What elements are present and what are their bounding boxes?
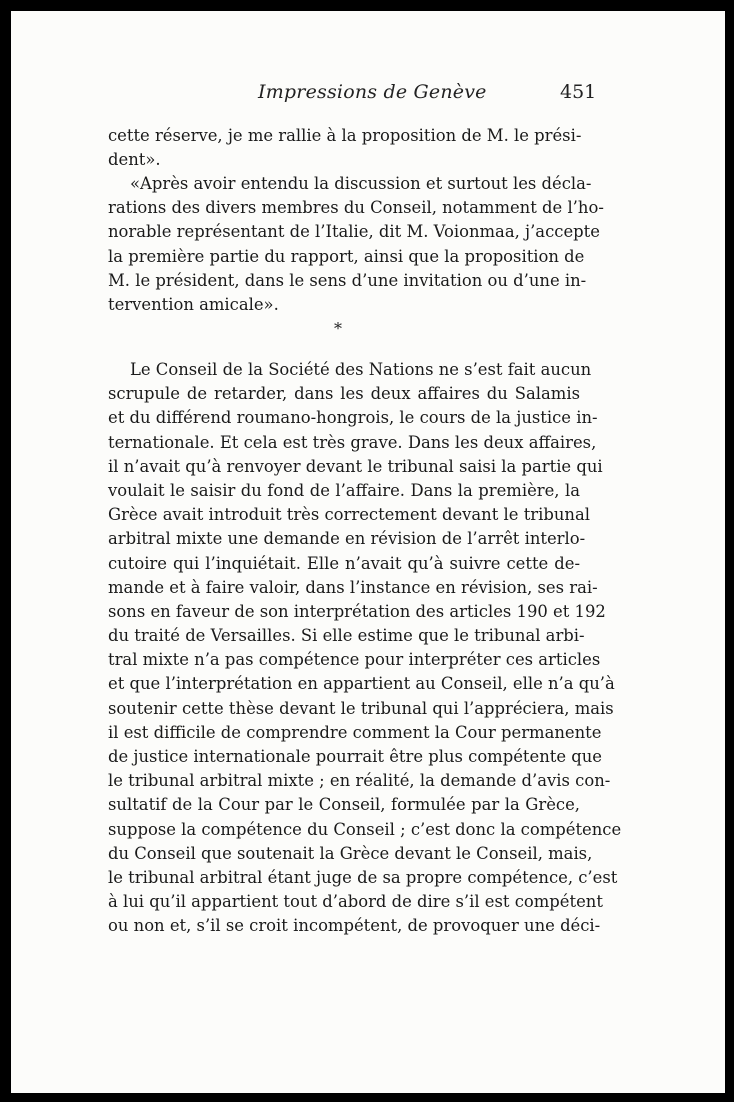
text-line: norable représentant de l’Italie, dit M. Voionmaa, j’accepte — [108, 222, 600, 242]
text-line: voulait le saisir du fond de l’affaire. Dans la première, la — [108, 480, 580, 500]
text-line: de justice internationale pourrait être plus compétente que — [108, 747, 603, 766]
text-line: tervention amicale». — [108, 294, 279, 314]
text-line: du traité de Versailles. Si elle estime que le tribunal arbi- — [108, 626, 585, 646]
text-line: rations des divers membres du Conseil, notamment de l’ho- — [108, 198, 604, 218]
section-separator: * — [334, 319, 342, 338]
book-page — [11, 11, 725, 1093]
text-line: Le Conseil de la Société des Nations ne s’est fait aucun — [130, 360, 592, 379]
text-line: sons en faveur de son interprétation des articles 190 et 192 — [108, 601, 606, 621]
running-header — [11, 81, 725, 109]
text-line: ou non et, s’il se croit incompétent, de provoquer une déci- — [108, 916, 601, 936]
paragraph-main — [108, 358, 622, 939]
running-title: Impressions de Genève — [258, 81, 487, 103]
text-line: le tribunal arbitral mixte ; en réalité, la demande d’avis con- — [108, 771, 611, 791]
text-line: cette réserve, je me rallie à la proposition de M. le prési- — [108, 126, 582, 145]
text-line: ternationale. Et cela est très grave. Dans les deux affaires, — [108, 432, 597, 452]
text-line: du Conseil que soutenait la Grèce devant le Conseil, mais, — [108, 843, 593, 863]
text-line: tral mixte n’a pas compétence pour interpréter ces articles — [108, 650, 601, 670]
text-line: il n’avait qu’à renvoyer devant le tribunal saisi la partie qui — [108, 456, 603, 476]
text-line: la première partie du rapport, ainsi que la proposition de — [108, 246, 585, 266]
text-line: dent». — [108, 150, 161, 169]
paragraph-quotation — [108, 172, 604, 317]
text-line: Grèce avait introduit très correctement devant le tribunal — [108, 505, 590, 525]
paragraph-continuation-end — [108, 148, 580, 172]
text-line: le tribunal arbitral étant juge de sa propre compétence, c’est — [108, 867, 618, 887]
text-line: à lui qu’il appartient tout d’abord de dire s’il est compétent — [108, 892, 603, 912]
text-line: scrupule de retarder, dans les deux affaires du Salamis — [108, 384, 580, 404]
text-line: soutenir cette thèse devant le tribunal qui l’appréciera, mais — [108, 698, 614, 718]
text-line: mande et à faire valoir, dans l’instance en révision, ses rai- — [108, 577, 598, 597]
text-line: M. le président, dans le sens d’une invitation ou d’une in- — [108, 270, 587, 290]
text-line: cutoire qui l’inquiétait. Elle n’avait qu’à suivre cette de- — [108, 553, 580, 573]
page-number: 451 — [560, 81, 597, 103]
text-line: il est difficile de comprendre comment la Cour permanente — [108, 722, 602, 742]
text-line: «Après avoir entendu la discussion et surtout les décla- — [130, 174, 592, 193]
paragraph-continuation — [108, 124, 580, 148]
text-line: et du différend roumano-hongrois, le cours de la justice in- — [108, 408, 598, 428]
text-line: arbitral mixte une demande en révision de l’arrêt interlo- — [108, 529, 586, 549]
text-line: et que l’interprétation en appartient au Conseil, elle n’a qu’à — [108, 674, 615, 694]
text-line: suppose la compétence du Conseil ; c’est donc la compétence — [108, 819, 622, 839]
text-line: sultatif de la Cour par le Conseil, formulée par la Grèce, — [108, 795, 580, 815]
